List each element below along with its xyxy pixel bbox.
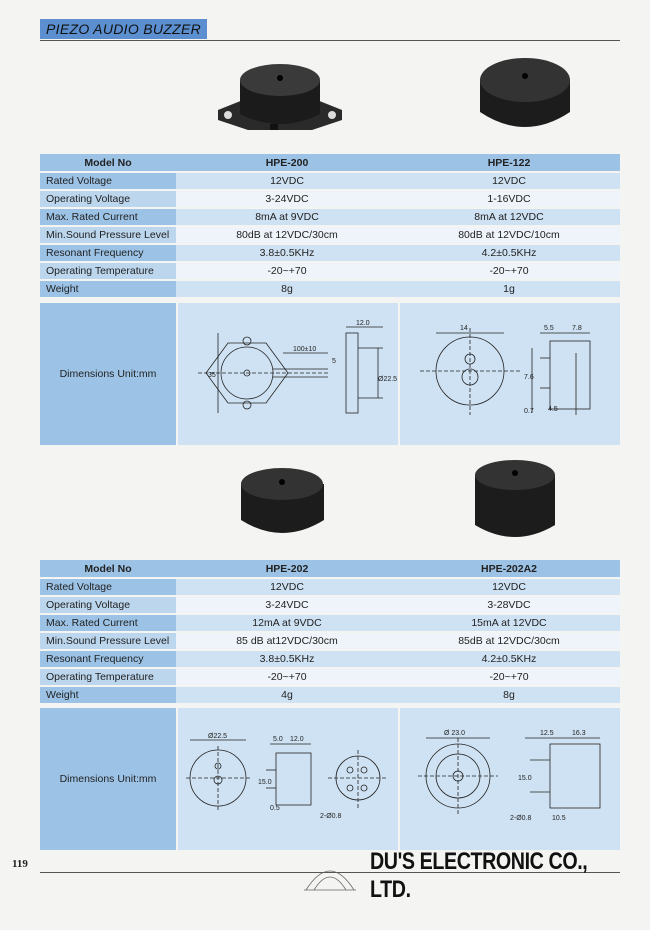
product-photo-hpe-122 (470, 50, 580, 145)
dim-hole: 2-Ø0.8 (510, 815, 532, 822)
table-cell: 12mA at 9VDC (176, 615, 398, 631)
table-cell: 80dB at 12VDC/30cm (176, 227, 398, 243)
label-model-no: Model No (40, 560, 176, 577)
table-cell: -20~+70 (398, 669, 620, 685)
table-cell: 85 dB at12VDC/30cm (176, 633, 398, 649)
dim-c: 7.6 (524, 374, 534, 381)
company-logo-icon (300, 858, 360, 894)
label-rated-voltage: Rated Voltage (40, 173, 176, 189)
table-row (40, 579, 620, 595)
label-min-sound-pressure: Min.Sound Pressure Level (40, 633, 176, 649)
table-row (40, 263, 620, 279)
table-cell: 3.8±0.5KHz (176, 245, 398, 261)
table-cell: 80dB at 12VDC/10cm (398, 227, 620, 243)
table-row (40, 633, 620, 649)
table-cell: 4g (176, 687, 398, 703)
table-row (40, 687, 620, 703)
table-row (40, 191, 620, 207)
product-photo-hpe-202a2 (470, 455, 560, 550)
table-row (40, 651, 620, 667)
table-cell: 12VDC (398, 579, 620, 595)
table-row (40, 245, 620, 261)
table-row (40, 173, 620, 189)
table-cell: 8mA at 9VDC (176, 209, 398, 225)
dim-b: 12.0 (290, 736, 304, 743)
table-row (40, 209, 620, 225)
dim-pin: 0.5 (270, 805, 280, 812)
label-operating-temperature: Operating Temperature (40, 263, 176, 279)
table-cell: 1-16VDC (398, 191, 620, 207)
model-name: HPE-122 (398, 154, 620, 171)
model-name: HPE-202A2 (398, 560, 620, 577)
label-resonant-frequency: Resonant Frequency (40, 651, 176, 667)
table-row (40, 615, 620, 631)
table-cell: -20~+70 (176, 669, 398, 685)
drawing-hpe-202a2 (400, 708, 620, 850)
dim-diameter: Ø22.5 (208, 733, 228, 740)
table-cell: 8mA at 12VDC (398, 209, 620, 225)
label-model-no: Model No (40, 154, 176, 171)
dim-pin: 10.5 (552, 815, 566, 822)
dim-a: 5.0 (273, 736, 283, 743)
label-max-rated-current: Max. Rated Current (40, 209, 176, 225)
table-cell: -20~+70 (398, 263, 620, 279)
dim-a: 5.5 (544, 325, 554, 332)
dimension-drawing (400, 303, 620, 445)
table-cell: 12VDC (398, 173, 620, 189)
table-cell: 12VDC (176, 173, 398, 189)
header-rule (40, 40, 620, 41)
label-dimensions: Dimensions Unit:mm (40, 708, 176, 850)
table-cell: -20~+70 (176, 263, 398, 279)
drawing-hpe-200 (178, 303, 398, 445)
table-row (40, 597, 620, 613)
dim-b: 7.8 (572, 325, 582, 332)
dim-width: 12.0 (356, 320, 370, 327)
dim-diameter: Ø 23.0 (444, 730, 466, 737)
dimension-drawing (178, 303, 398, 445)
page-number: 119 (12, 858, 28, 870)
dim-height: 35 (208, 372, 216, 379)
dim-height: 15.0 (258, 779, 272, 786)
dimensions-section-1 (40, 303, 620, 445)
table-cell: 8g (176, 281, 398, 297)
dim-hole: 2-Ø0.8 (320, 813, 342, 820)
table-cell: 15mA at 12VDC (398, 615, 620, 631)
table-row (40, 669, 620, 685)
table-cell: 12VDC (176, 579, 398, 595)
product-photo-hpe-200 (210, 52, 350, 147)
table-cell: 3-24VDC (176, 597, 398, 613)
dim-lead: 100±10 (293, 346, 317, 353)
dim-d: 0.7 (524, 408, 534, 415)
table-row (40, 560, 620, 577)
drawing-hpe-122 (400, 303, 620, 445)
dimension-drawing (178, 708, 398, 850)
product-photo-hpe-202 (235, 462, 330, 547)
company-name: DU'S ELECTRONIC CO., LTD. (370, 848, 588, 903)
table-row (40, 154, 620, 171)
label-weight: Weight (40, 281, 176, 297)
table-cell: 4.2±0.5KHz (398, 245, 620, 261)
page-header-title: PIEZO AUDIO BUZZER (40, 19, 207, 39)
table-cell: 8g (398, 687, 620, 703)
table-cell: 3-24VDC (176, 191, 398, 207)
table-cell: 1g (398, 281, 620, 297)
dimensions-section-2 (40, 708, 620, 850)
dim-diameter: 14 (460, 325, 468, 332)
table-row (40, 227, 620, 243)
label-resonant-frequency: Resonant Frequency (40, 245, 176, 261)
dim-small: 5 (332, 358, 336, 365)
label-operating-voltage: Operating Voltage (40, 191, 176, 207)
table-cell: 4.2±0.5KHz (398, 651, 620, 667)
label-min-sound-pressure: Min.Sound Pressure Level (40, 227, 176, 243)
table-cell: 3.8±0.5KHz (176, 651, 398, 667)
dim-height: 15.0 (518, 775, 532, 782)
dimension-drawing (400, 708, 620, 850)
spec-table-2 (40, 558, 620, 705)
table-cell: 85dB at 12VDC/30cm (398, 633, 620, 649)
label-rated-voltage: Rated Voltage (40, 579, 176, 595)
label-operating-voltage: Operating Voltage (40, 597, 176, 613)
dim-a: 12.5 (540, 730, 554, 737)
drawing-hpe-202 (178, 708, 398, 850)
model-name: HPE-200 (176, 154, 398, 171)
table-cell: 3-28VDC (398, 597, 620, 613)
dim-e: 4.5 (548, 406, 558, 413)
table-row (40, 281, 620, 297)
dim-diameter: Ø22.5 (378, 376, 398, 383)
label-max-rated-current: Max. Rated Current (40, 615, 176, 631)
label-weight: Weight (40, 687, 176, 703)
spec-table-1 (40, 152, 620, 299)
label-dimensions: Dimensions Unit:mm (40, 303, 176, 445)
dim-b: 16.3 (572, 730, 586, 737)
model-name: HPE-202 (176, 560, 398, 577)
label-operating-temperature: Operating Temperature (40, 669, 176, 685)
